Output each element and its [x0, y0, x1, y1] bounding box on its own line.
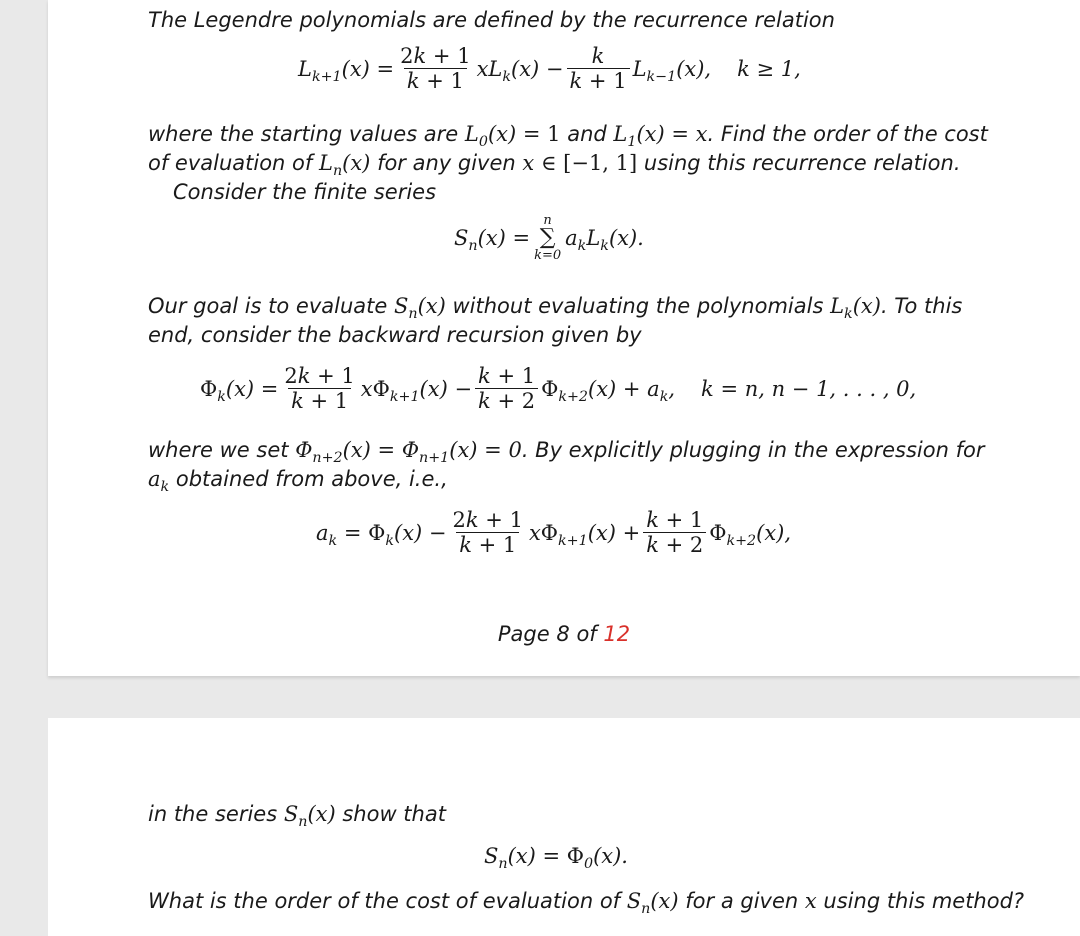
- document-page-9: [48, 718, 1080, 936]
- page-footer: [48, 622, 1080, 646]
- coefficient-text: $a_k$ obtained from above, i.e.,: [148, 467, 448, 496]
- in-series-text: in the series $S_n(x)$ show that: [148, 802, 446, 831]
- boundary-condition-text: where we set $\Phi_{n+2}(x) = \Phi_{n+1}(x) = 0$. By explicitly plugging in the expression for: [148, 438, 985, 467]
- evaluation-cost-text: of evaluation of $L_n(x)$ for any given x ∈ [−1, 1] using this recurrence relation.: [148, 151, 961, 180]
- backward-range: k = n, n − 1, . . . , 0,: [701, 376, 917, 401]
- final-question-text: What is the order of the cost of evaluation of $S_n(x)$ for a given x using this method?: [148, 889, 1025, 918]
- legendre-recurrence-equation: $L_{k+1}(x)$ = $\frac{2k + 1}{k + 1}$ $xL_k(x)$ − $\frac{k}{k + 1}$ $L_{k-1}(x)$, k ≥ 1,: [298, 44, 801, 94]
- result-equation: $S_n(x) = \Phi_0(x)$.: [484, 844, 628, 873]
- intro-text: The Legendre polynomials are defined by the recurrence relation: [148, 8, 835, 32]
- consider-series-text: Consider the finite series: [173, 180, 437, 204]
- starting-values-text: where the starting values are $L_0(x) = 1$ and $L_1(x) = x$. Find the order of the cost: [148, 122, 988, 151]
- finite-series-equation: $S_n(x)$ = n ∑ k=0 $a_kL_k(x)$.: [454, 213, 644, 263]
- backward-recursion-equation: $\Phi_k(x)$ = $\frac{2k + 1}{k + 1}$ $x\Phi_{k+1}(x)$ − $\frac{k + 1}{k + 2}$ $\Phi_{k+2}(x) + a_k$, k = n, n − 1, . . . , 0,: [200, 364, 917, 414]
- coefficient-equation: $a_k = \Phi_k(x)$ − $\frac{2k + 1}{k + 1}$ $x\Phi_{k+1}(x)$ + $\frac{k + 1}{k + 2}$ $\Phi_{k+2}(x)$,: [316, 508, 792, 558]
- page-of: of: [576, 622, 597, 646]
- document-page-8: [48, 0, 1080, 676]
- goal-text: Our goal is to evaluate $S_n(x)$ without evaluating the polynomials $L_k(x)$. To this: [148, 294, 963, 323]
- current-page: 8: [556, 622, 570, 646]
- recurrence-condition: k ≥ 1,: [737, 56, 801, 81]
- page-label: Page: [497, 622, 550, 646]
- backward-recursion-intro: end, consider the backward recursion given by: [148, 323, 642, 347]
- total-pages-link[interactable]: 12: [603, 622, 631, 646]
